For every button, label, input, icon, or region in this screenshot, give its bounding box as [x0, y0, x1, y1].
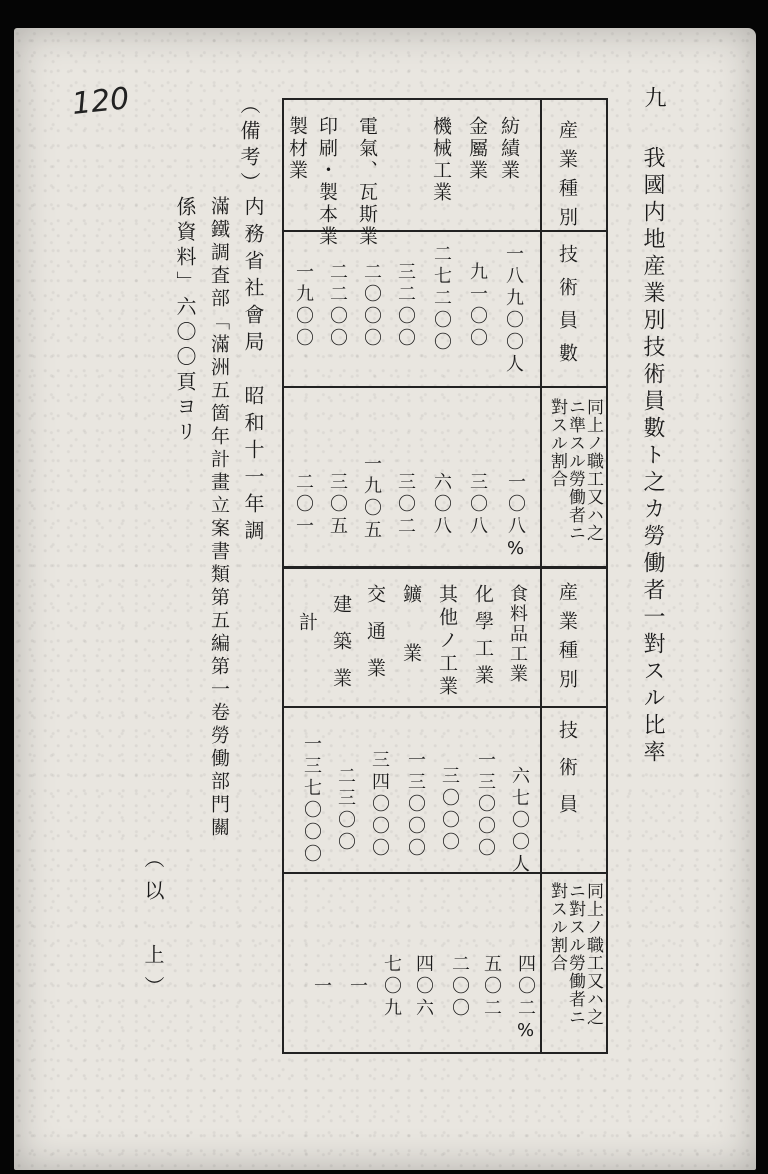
ratio-cell: 三〇八 [467, 472, 488, 538]
ratio-cell: 三〇五 [327, 472, 348, 538]
ratio-cell: 一 [347, 976, 368, 998]
industry-cell: 紡績業 [498, 116, 520, 182]
notes-line-3: 係資料」六〇〇頁ヨリ [173, 196, 197, 446]
table-rule [282, 706, 606, 708]
notes-line-2: 滿鐵調査部「滿洲五箇年計畫立案書類第五編第一卷勞働部門關 [208, 196, 230, 840]
industry-cell: 機械工業 [430, 116, 452, 204]
ratio-cell: 三〇二 [395, 472, 416, 538]
section-number: 九 [641, 86, 666, 108]
technicians-cell: 一九〇〇 [293, 262, 314, 350]
ratio-cell: 七〇九 [381, 954, 402, 1020]
industry-cell: 建築業 [330, 594, 352, 705]
header2-industry: 産業種別 [556, 582, 578, 698]
technicians-cell: 二七二〇〇 [431, 244, 452, 354]
technicians-cell: 二〇〇〇 [361, 262, 382, 350]
header-ratio: 同上ノ職工又ハ之ニ準スル勞働者ニ對スル割合 [547, 398, 603, 542]
technicians-cell: 一八九〇〇人 [503, 244, 524, 376]
technicians-cell: 三二〇〇 [395, 262, 416, 350]
ratio-cell: 六〇八 [431, 472, 452, 538]
industry-cell: 交通業 [364, 584, 386, 695]
table-rule [540, 98, 542, 1052]
table-rule [282, 872, 606, 874]
technicians-cell: 一三七〇〇〇 [301, 734, 322, 866]
industry-cell: 其他ノ工業 [436, 584, 458, 699]
ratio-cell: 四〇二% [515, 954, 536, 1045]
header2-technicians: 技術員 [556, 720, 578, 831]
header2-ratio: 同上ノ職工又ハ之ニ對スル勞働者ニ對スル割合 [547, 882, 603, 1026]
industry-cell: 食料品工業 [507, 584, 528, 684]
technicians-cell: 二三〇〇 [335, 766, 356, 854]
page-number: 120 [70, 81, 131, 122]
notes-line-1: 内務省社會局 昭和十一年調 [241, 196, 265, 547]
industry-cell: 計 [296, 612, 318, 634]
table-rule [282, 566, 606, 569]
industry-cell: 製材業 [286, 116, 308, 182]
ratio-cell: 一〇八% [505, 472, 526, 563]
ratio-cell: 一 [311, 976, 332, 998]
header-technicians: 技術員數 [556, 244, 578, 376]
industry-cell: 印刷・製本業 [316, 116, 338, 248]
table-rule [282, 386, 606, 388]
page-title: 我國内地産業別技術員數ト之カ勞働者一對スル比率 [640, 146, 665, 767]
industry-cell: 電氣、瓦斯業 [356, 116, 378, 248]
ratio-cell: 一九〇五 [361, 454, 382, 542]
industry-cell: 金屬業 [466, 116, 488, 182]
technicians-cell: 三四〇〇〇 [369, 750, 390, 860]
industry-cell: 化學工業 [472, 584, 494, 692]
technicians-cell: 一三〇〇〇 [475, 750, 496, 860]
ratio-cell: 四〇六 [413, 954, 434, 1020]
ratio-cell: 五〇二 [481, 954, 502, 1020]
technicians-cell: 九一〇〇 [467, 262, 488, 350]
technicians-cell: 六七〇〇人 [509, 766, 530, 876]
technicians-cell: 一三〇〇〇 [405, 750, 426, 860]
header-industry: 産業種別 [556, 120, 578, 236]
ratio-cell: 二〇一 [293, 472, 314, 538]
industry-cell: 鑛業 [400, 584, 422, 702]
technicians-cell: 三〇〇〇 [439, 766, 460, 854]
notes-label: （備考） [237, 94, 261, 198]
ratio-cell: 二〇〇 [449, 954, 470, 1020]
technicians-cell: 二二〇〇 [327, 262, 348, 350]
end-mark: （以 上） [141, 848, 165, 1008]
